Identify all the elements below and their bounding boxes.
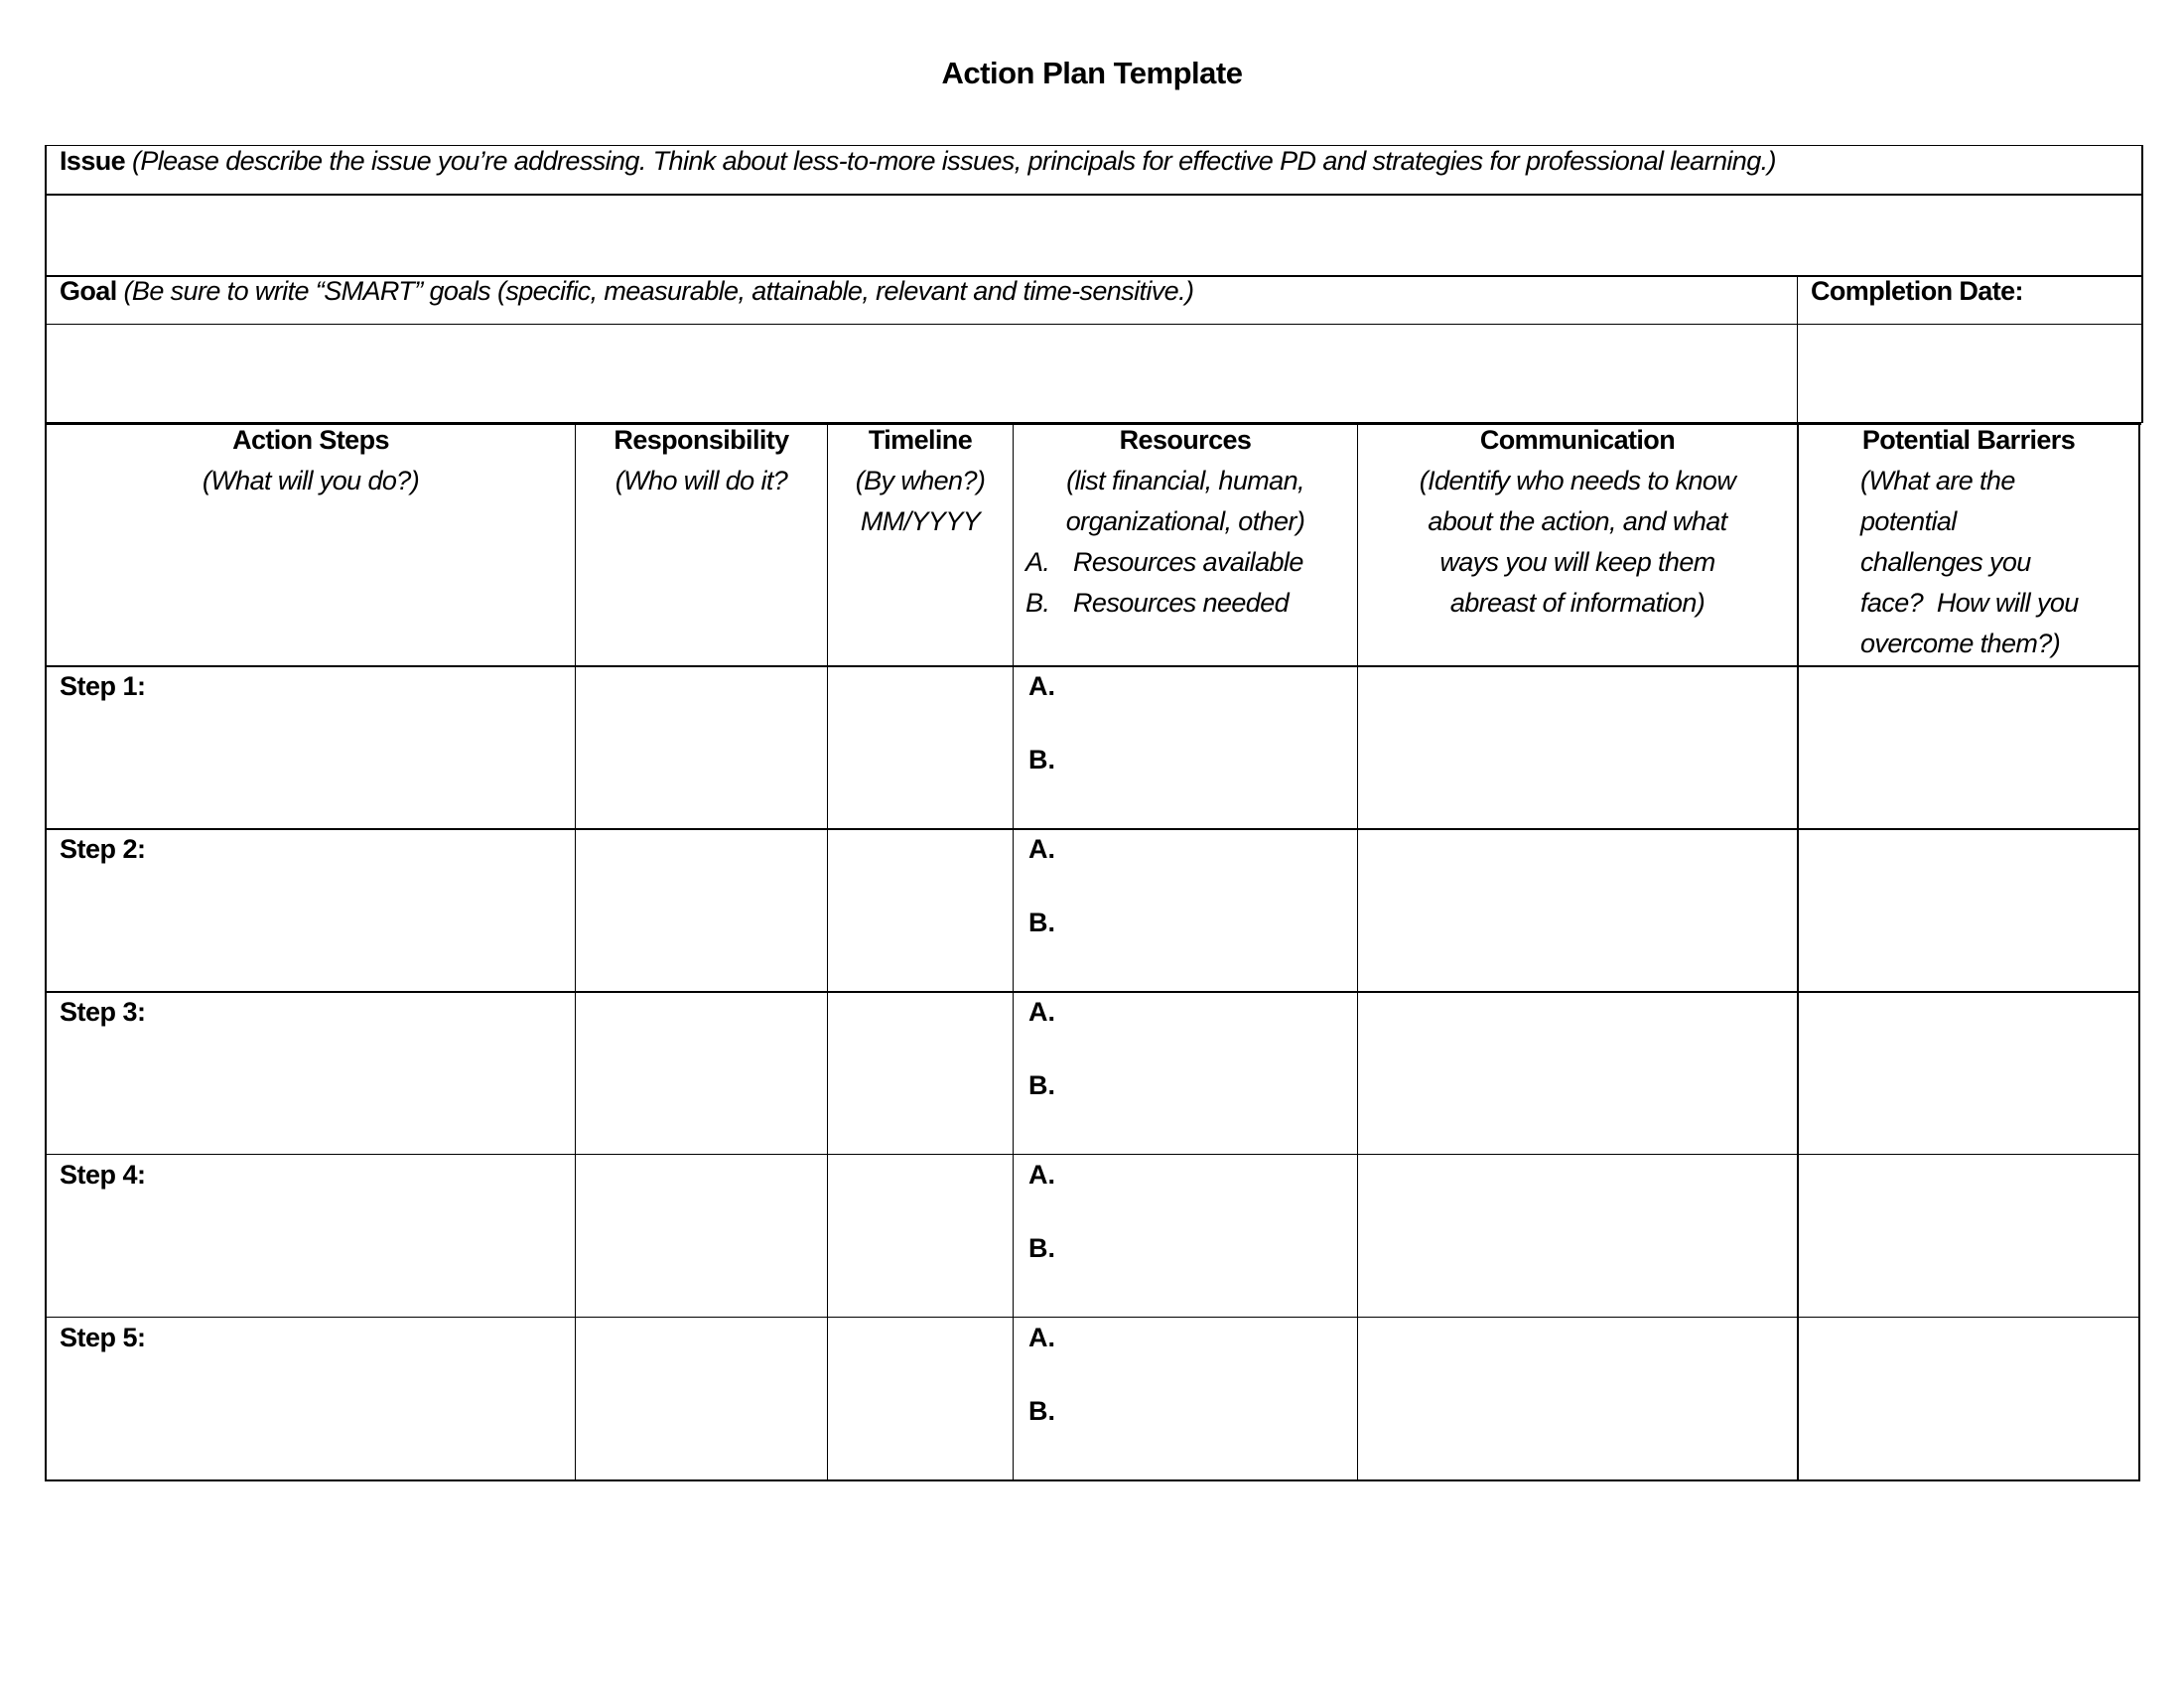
column-subheading: organizational, other) [1065, 506, 1305, 536]
goal-prompt: (Be sure to write “SMART” goals (specific, measurable, attainable, relevant and time-sensitive.) [123, 276, 1194, 306]
column-heading: Responsibility [614, 425, 789, 455]
column-header-communication [1358, 420, 1797, 624]
row-divider [45, 1154, 2140, 1155]
column-subheading: abreast of information) [1449, 588, 1706, 618]
page-title: Action Plan Template [941, 56, 1243, 90]
column-header-timeline [828, 420, 1013, 542]
table-border-right [2141, 145, 2143, 423]
issue-input-area[interactable] [47, 196, 2141, 275]
resources-b-label: B. [1028, 1070, 1055, 1100]
resources-list-item [1014, 583, 1357, 624]
list-text: Resources needed [1073, 588, 1290, 618]
resources-a-label: A. [1028, 997, 1055, 1027]
column-subheading: face? How will you [1860, 588, 2079, 618]
column-subheading: (list financial, human, [1066, 466, 1304, 495]
resources-a-label: A. [1028, 834, 1055, 864]
resources-list-item [1014, 542, 1357, 583]
list-marker: A. [1025, 547, 1050, 577]
column-subheading: challenges you [1860, 547, 2031, 577]
row-divider [45, 828, 2140, 830]
step-label: Step 5: [60, 1323, 146, 1352]
completion-date-input[interactable] [1799, 326, 2141, 422]
column-heading: Resources [1119, 425, 1252, 455]
resources-a-label: A. [1028, 1323, 1055, 1352]
column-heading: Action Steps [232, 425, 389, 455]
column-subheading: ways you will keep them [1439, 547, 1715, 577]
column-subheading: (What will you do?) [202, 466, 420, 495]
row-divider [45, 1317, 2140, 1318]
column-subheading: (Identify who needs to know [1419, 466, 1736, 495]
resources-a-label: A. [1028, 1160, 1055, 1190]
column-subheading: overcome them?) [1860, 629, 2061, 658]
resources-b-label: B. [1028, 1233, 1055, 1263]
issue-prompt: (Please describe the issue you’re addressing. Think about less-to-more issues, principals for effective PD and strategies for professional learning.) [131, 146, 1776, 176]
resources-a-label: A. [1028, 671, 1055, 701]
row-divider [45, 991, 2140, 993]
list-marker: B. [1025, 588, 1050, 618]
column-heading: Communication [1479, 425, 1676, 455]
column-header-responsibility [576, 420, 827, 501]
column-header-resources [1014, 420, 1357, 624]
table-border-left [45, 422, 47, 1481]
resources-b-label: B. [1028, 908, 1055, 937]
step-label: Step 3: [60, 997, 146, 1027]
table-border-right [2138, 422, 2140, 1481]
column-subheading: (Who will do it? [614, 466, 788, 495]
list-text: Resources available [1073, 547, 1303, 577]
table-border-bottom [45, 1479, 2140, 1481]
goal-label: Goal [60, 276, 117, 306]
column-subheading: about the action, and what [1428, 506, 1727, 536]
column-header-action-steps [47, 420, 575, 501]
column-divider [575, 422, 576, 1480]
column-subheading: potential [1860, 506, 1957, 536]
column-heading: Potential Barriers [1861, 425, 2076, 455]
column-subheading: (What are the [1860, 466, 2015, 495]
resources-b-label: B. [1028, 1396, 1055, 1426]
row-divider [45, 665, 2140, 667]
timeline-format: MM/YYYY [860, 506, 981, 536]
step-label: Step 2: [60, 834, 146, 864]
goal-heading [60, 271, 1193, 312]
divider [1797, 276, 1798, 423]
goal-input-area[interactable] [47, 326, 1796, 422]
issue-heading [60, 141, 1776, 182]
completion-date-label: Completion Date: [1811, 276, 2023, 306]
column-subheading: (By when?) [855, 466, 986, 495]
column-header-potential-barriers [1799, 420, 2138, 664]
column-divider [827, 422, 828, 1480]
column-heading: Timeline [868, 425, 973, 455]
step-label: Step 4: [60, 1160, 146, 1190]
resources-b-label: B. [1028, 745, 1055, 774]
divider [45, 324, 2143, 325]
issue-label: Issue [60, 146, 126, 176]
step-label: Step 1: [60, 671, 146, 701]
